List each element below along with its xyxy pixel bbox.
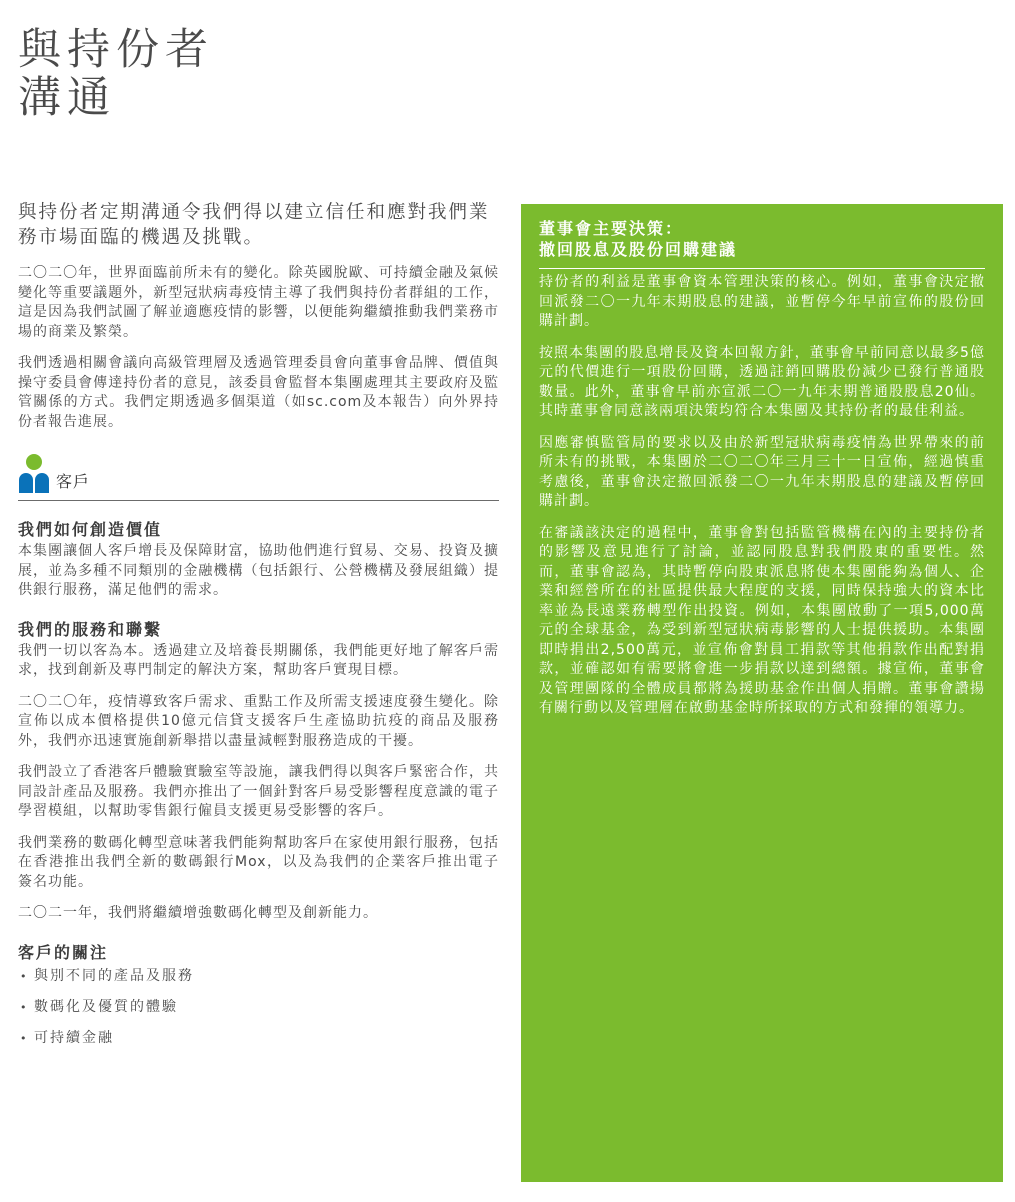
concerns-list [18, 967, 499, 1048]
paragraph: 我們一切以客為本。透過建立及培養長期關係，我們能更好地了解客戶需求，找到創新及專門制定的解決方案，幫助客戶實現目標。 [18, 642, 499, 678]
value-heading: 我們如何創造價值 [18, 520, 163, 539]
sidebar-heading-line-1: 董事會主要決策： [539, 219, 684, 238]
paragraph: 二〇二一年，我們將繼續增強數碼化轉型及創新能力。 [18, 905, 378, 921]
board-decision-sidebar [521, 204, 1003, 1182]
list-item: • 數碼化及優質的體驗 [18, 998, 499, 1017]
paragraph: 我們業務的數碼化轉型意味著我們能夠幫助客戶在家使用銀行服務，包括在香港推出我們全新的數碼銀行Mox，以及為我們的企業客戶推出電子簽名功能。 [18, 834, 499, 890]
client-section-header [18, 454, 499, 501]
left-column [18, 200, 499, 1060]
sidebar-paragraph: 持份者的利益是董事會資本管理決策的核心。例如，董事會決定撤回派發二〇一九年末期股息的建議，並暫停今年早前宣佈的股份回購計劃。 [539, 274, 985, 329]
paragraph: 我們透過相關會議向高級管理層及透過管理委員會向董事會品牌、價值與操守委員會傳達持份者的意見，該委員會監督本集團處理其主要政府及監管關係的方式。我們定期透過多個渠道（如sc.com及本報告）向外界持份者報告進展。 [18, 355, 499, 430]
value-text: 本集團讓個人客戶增長及保障財富，協助他們進行貿易、交易、投資及擴展，並為多種不同類別的金融機構（包括銀行、公營機構及發展組織）提供銀行服務，滿足他們的需求。 [18, 543, 499, 598]
page-title-line-2: 溝通 [18, 73, 116, 123]
list-item: • 與別不同的產品及服務 [18, 967, 499, 986]
people-icon [18, 454, 50, 494]
concerns-heading: 客戶的關注 [18, 942, 109, 962]
list-item: • 可持續金融 [18, 1029, 499, 1048]
sidebar-paragraph: 因應審慎監管局的要求以及由於新型冠狀病毒疫情為世界帶來的前所未有的挑戰，本集團於二〇二〇年三月三十一日宣佈，經過慎重考慮後，董事會決定撤回派發二〇一九年末期股息的建議及暫停回購計劃。 [539, 434, 985, 509]
paragraph: 二〇二〇年，疫情導致客戶需求、重點工作及所需支援速度發生變化。除宣佈以成本價格提供10億元信貸支援客戶生產協助抗疫的商品及服務外，我們亦迅速實施創新舉措以盡量減輕對服務造成的干擾。 [18, 693, 499, 749]
paragraph: 我們設立了香港客戶體驗實驗室等設施，讓我們得以與客戶緊密合作，共同設計產品及服務。我們亦推出了一個針對客戶易受影響程度意識的電子學習模組，以幫助零售銀行僱員支援更易受影響的客戶。 [18, 764, 499, 819]
section-title: 客戶 [56, 472, 91, 491]
sidebar-paragraph: 按照本集團的股息增長及資本回報方針，董事會早前同意以最多5億元的代價進行一項股份回購，透過註銷回購股份減少已發行普通股數量。此外，董事會早前亦宣派二〇一九年末期普通股股息20仙。其時董事會同意該兩項決策均符合本集團及其持份者的最佳利益。 [539, 344, 985, 419]
page-title-line-1: 與持份者 [18, 25, 214, 75]
sidebar-heading [539, 218, 985, 269]
intro-text: 與持份者定期溝通令我們得以建立信任和應對我們業務市場面臨的機遇及挑戰。 [18, 202, 490, 248]
page-title [18, 26, 214, 122]
service-heading: 我們的服務和聯繫 [18, 619, 163, 639]
sidebar-heading-line-2: 撤回股息及股份回購建議 [539, 240, 738, 259]
sidebar-paragraph: 在審議該決定的過程中，董事會對包括監管機構在內的主要持份者的影響及意見進行了討論，並認同股息對我們股東的重要性。然而，董事會認為，其時暫停向股東派息將使本集團能夠為個人、企業和經營所在的社區提供最大程度的支援，同時保持強大的資本比率並為長遠業務轉型作出投資。例如，本集團啟動了一項5,000萬元的全球基金，為受到新型冠狀病毒影響的人士提供援助。本集團即時捐出2,500萬元，並宣佈會對員工捐款等其他捐款作出配對捐款，並確認如有需要將會進一步捐款以達到總額。據宣佈，董事會及管理團隊的全體成員都將為援助基金作出個人捐贈。董事會讚揚有關行動以及管理層在啟動基金時所採取的方式和發揮的領導力。 [539, 524, 985, 716]
paragraph: 二〇二〇年，世界面臨前所未有的變化。除英國脫歐、可持續金融及氣候變化等重要議題外，新型冠狀病毒疫情主導了我們與持份者群組的工作，這是因為我們試圖了解並適應疫情的影響，以便能夠繼續推動我們業務市場的商業及繁榮。 [18, 265, 499, 340]
